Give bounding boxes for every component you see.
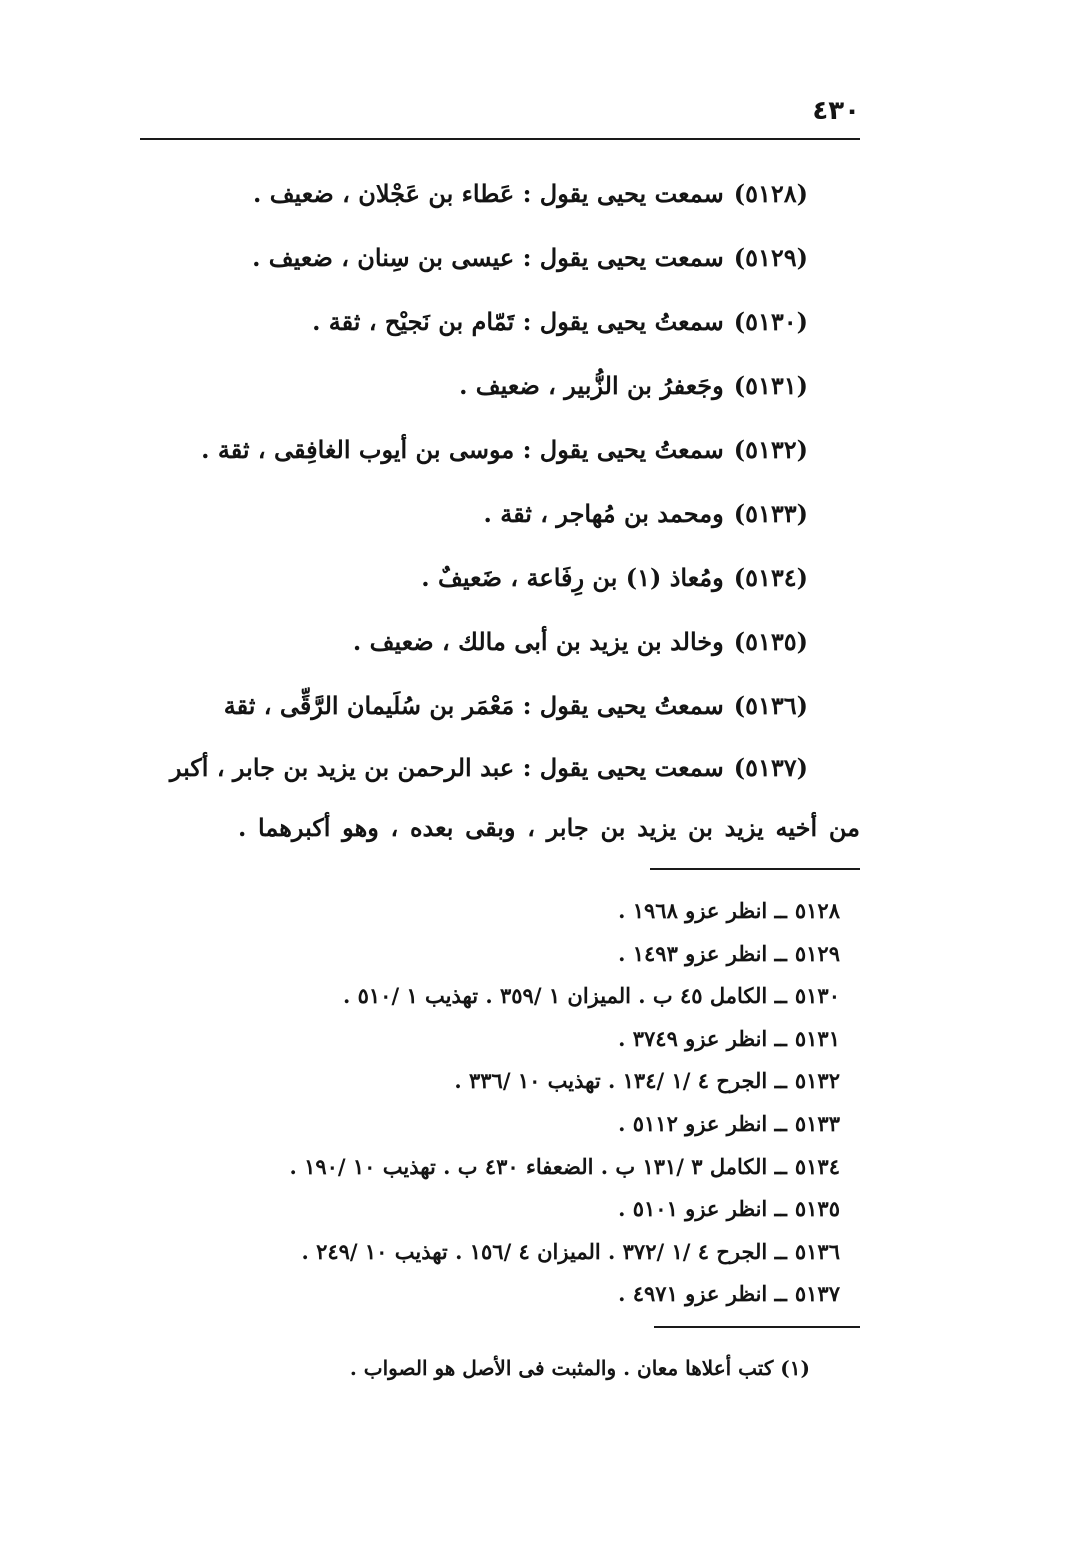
- note-5135: [150, 1188, 840, 1231]
- note-number: ٥١٣٥: [794, 1196, 840, 1222]
- note-text: ــ الجرح ٤ /١ /٣٧٢ . الميزان ٤ /١٥٦ . تهذيب ١٠ /٢٤٩ .: [301, 1238, 787, 1264]
- note-text: ــ الكامل ٤٥ ب . الميزان ١ /٣٥٩ . تهذيب ١ /٥١٠ .: [343, 983, 787, 1009]
- note-5132: [150, 1060, 840, 1103]
- entry-text: سمعت يحيى يقول : عَطاء بن عَجْلان ، ضعيف .: [253, 179, 724, 208]
- page-number: ٤٣٠: [812, 96, 860, 126]
- note-text: ــ الجرح ٤ /١ /١٣٤ . تهذيب ١٠ /٣٣٦ .: [454, 1068, 787, 1094]
- entry-number: (٥١٣٣): [733, 499, 808, 528]
- entry-number: (٥١٢٩): [733, 243, 808, 272]
- entry-5131: [118, 354, 808, 418]
- entry-number: (٥١٣٧): [733, 753, 808, 782]
- entry-number: (٥١٣٢): [733, 435, 808, 464]
- entry-5130: [118, 290, 808, 354]
- entry-text: سمعت يحيى يقول : عبد الرحمن بن يزيد بن جابر ، أكبر: [169, 753, 724, 782]
- note-text: ــ انظر عزو ٥١١٢ .: [618, 1110, 787, 1136]
- main-text: [118, 162, 860, 858]
- entry-text: سمعتُ يحيى يقول : موسى بن أيوب الغافِقى ، ثقة .: [201, 435, 724, 464]
- note-number: ٥١٣٣: [794, 1110, 840, 1136]
- entry-text: سمعت يحيى يقول : عيسى بن سِنان ، ضعيف .: [252, 243, 724, 272]
- note-5133: [150, 1103, 840, 1146]
- entry-5134: [118, 546, 808, 610]
- references-notes: [150, 890, 840, 1316]
- entry-5135: [118, 610, 808, 674]
- note-5134: [150, 1146, 840, 1189]
- note-text: ــ انظر عزو ٥١٠١ .: [618, 1196, 787, 1222]
- note-5129: [150, 933, 840, 976]
- note-text: ــ الكامل ٣ /١٣١ ب . الضعفاء ٤٣٠ ب . تهذيب ١٠ /١٩٠ .: [289, 1153, 787, 1179]
- note-text: ــ انظر عزو ١٤٩٣ .: [618, 940, 787, 966]
- note-5136: [150, 1231, 840, 1274]
- entry-continuation: من أخيه يزيد بن يزيد بن جابر ، وبقى بعده ، وهو أكبرهما .: [238, 813, 860, 842]
- note-number: ٥١٣٢: [794, 1068, 840, 1094]
- note-5137: [150, 1273, 840, 1316]
- entry-5136: [118, 674, 808, 738]
- entry-number: (٥١٣٦): [733, 691, 808, 720]
- note-number: ٥١٢٩: [794, 940, 840, 966]
- note-5130: [150, 975, 840, 1018]
- footnote: (١) كتب أعلاها معان . والمثبت فى الأصل هو الصواب .: [349, 1356, 810, 1380]
- entry-5129: [118, 226, 808, 290]
- note-number: ٥١٣٧: [794, 1281, 840, 1307]
- entry-number: (٥١٢٨): [733, 179, 808, 208]
- entry-5132: [118, 418, 808, 482]
- entry-text: سمعتُ يحيى يقول : تَمّام بن نَجيْح ، ثقة .: [312, 307, 724, 336]
- header-rule: [140, 138, 860, 140]
- note-text: ــ انظر عزو ٤٩٧١ .: [618, 1281, 787, 1307]
- note-number: ٥١٣١: [794, 1025, 840, 1051]
- entry-number: (٥١٣٠): [733, 307, 808, 336]
- entry-text: ومُعاذ (١) بن رِفَاعة ، ضَعيفٌ .: [421, 563, 724, 592]
- entry-number: (٥١٣٥): [733, 627, 808, 656]
- entry-5128: [118, 162, 808, 226]
- note-number: ٥١٣٠: [794, 983, 840, 1009]
- entry-5133: [118, 482, 808, 546]
- entry-5137: [118, 738, 860, 858]
- entry-text: وخالد بن يزيد بن أبى مالك ، ضعيف .: [352, 627, 724, 656]
- entry-number: (٥١٣١): [733, 371, 808, 400]
- note-5128: [150, 890, 840, 933]
- entry-text: وجَعفرُ بن الزُّبير ، ضعيف .: [459, 371, 724, 400]
- footnote-rule: [654, 1326, 860, 1328]
- notes-rule: [650, 868, 860, 870]
- entry-text: سمعتُ يحيى يقول : مَعْمَر بن سُلَيمان الرَّقِّى ، ثقة: [223, 691, 724, 720]
- note-5131: [150, 1018, 840, 1061]
- note-text: ــ انظر عزو ٣٧٤٩ .: [618, 1025, 787, 1051]
- entry-number: (٥١٣٤): [733, 563, 808, 592]
- note-number: ٥١٣٤: [794, 1153, 840, 1179]
- note-number: ٥١٢٨: [794, 898, 840, 923]
- note-text: ــ انظر عزو ١٩٦٨ .: [618, 898, 787, 923]
- entry-text: ومحمد بن مُهاجر ، ثقة .: [483, 499, 724, 528]
- note-number: ٥١٣٦: [794, 1238, 840, 1264]
